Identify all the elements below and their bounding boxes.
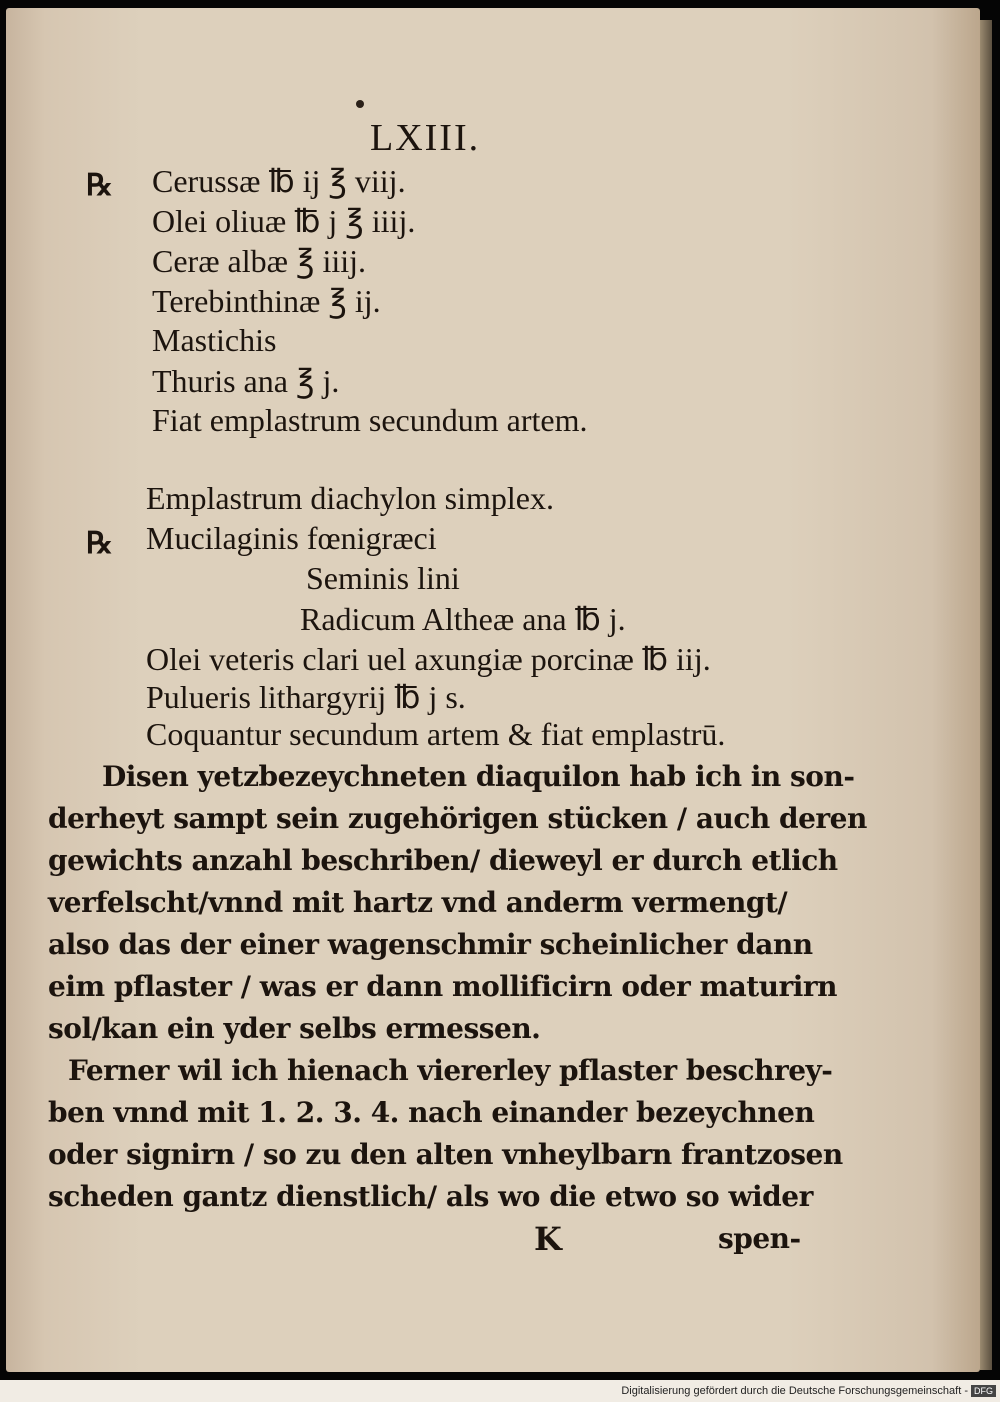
recipe-symbol: ℞ (86, 527, 113, 560)
recipe-line: Olei oliuæ ℔ j ℥ iiij. (152, 203, 416, 239)
recipe-line: Olei veteris clari uel axungiæ porcinæ ℔ iij. (146, 641, 711, 677)
text-line: oder signirn / so zu den alten vnheylbarn frantzosen (48, 1138, 843, 1171)
recipe-line: Mucilaginis fœnigræci (146, 520, 437, 556)
text-line: derheyt sampt sein zugehörigen stücken / auch deren (48, 802, 867, 835)
footer-text: Digitalisierung gefördert durch die Deutsche Forschungsgemeinschaft - (621, 1385, 968, 1397)
book-page (6, 8, 980, 1372)
recipe-line: Fiat emplastrum secundum artem. (152, 402, 588, 438)
text-line: Disen yetzbezeychneten diaquilon hab ich in son- (102, 760, 855, 793)
recipe-line: Terebinthinæ ℥ ij. (152, 283, 381, 319)
recipe-line: Mastichis (152, 322, 277, 358)
text-line: gewichts anzahl beschriben/ dieweyl er durch etlich (48, 844, 838, 877)
text-line: scheden gantz dienstlich/ als wo die etwo so wider (48, 1180, 813, 1213)
text-line: verfelscht/vnnd mit hartz vnd anderm vermengt/ (48, 886, 788, 919)
signature-mark: K (534, 1220, 562, 1258)
recipe-line: Coquantur secundum artem & fiat emplastrū. (146, 716, 726, 752)
recipe-title: Emplastrum diachylon simplex. (146, 480, 554, 516)
dfg-logo: DFG (971, 1385, 996, 1397)
catchword: spen- (718, 1222, 801, 1255)
text-line: ben vnnd mit 1. 2. 3. 4. nach einander bezeychnen (48, 1096, 815, 1129)
recipe-line: Thuris ana ℥ j. (152, 363, 340, 399)
ink-dot (356, 100, 364, 108)
recipe-symbol: ℞ (86, 169, 113, 202)
footer-bar (0, 1380, 1000, 1402)
text-line: also das der einer wagenschmir scheinlicher dann (48, 928, 813, 961)
recipe-line: Ceræ albæ ℥ iiij. (152, 243, 367, 279)
page-edge (980, 20, 992, 1370)
folio-number: LXIII. (370, 117, 481, 159)
text-line: sol/kan ein yder selbs ermessen. (48, 1012, 541, 1045)
recipe-line: Cerussæ ℔ ij ℥ viij. (152, 163, 406, 199)
recipe-line: Radicum Altheæ ana ℔ j. (300, 601, 626, 637)
text-line: Ferner wil ich hienach viererley pflaster beschrey- (68, 1054, 833, 1087)
recipe-line: Seminis lini (306, 560, 460, 596)
recipe-line: Pulueris lithargyrij ℔ j s. (146, 679, 466, 715)
text-line: eim pflaster / was er dann mollificirn oder maturirn (48, 970, 838, 1003)
